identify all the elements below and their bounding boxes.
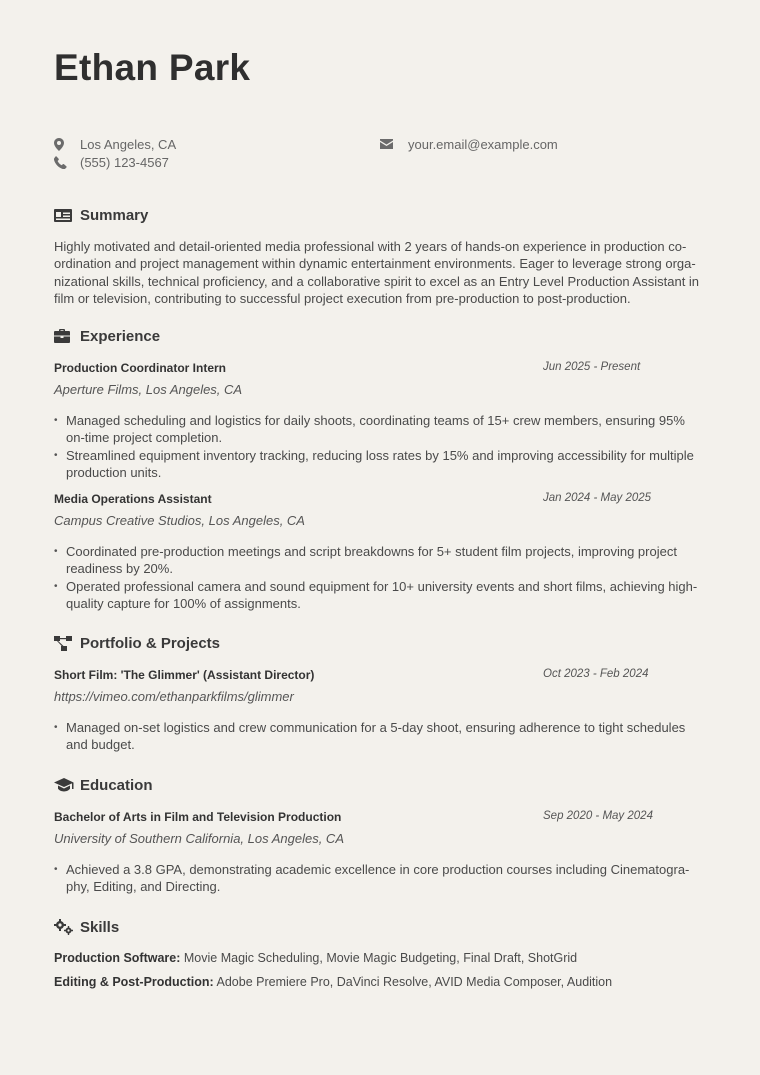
project-bullets bbox=[54, 719, 706, 754]
briefcase-icon bbox=[54, 329, 80, 343]
job-bullets bbox=[54, 543, 706, 612]
portfolio-heading bbox=[54, 633, 220, 653]
job-date: Jun 2025 - Present bbox=[543, 361, 641, 373]
list-item: • Streamlined equipment inventory tracking, reducing loss rates by 15% and improving accessibility for multiple production units. bbox=[54, 447, 706, 482]
list-item: • Managed on-set logistics and crew communication for a 5-day shoot, ensuring adherence to tight schedules and budget. bbox=[54, 719, 706, 754]
list-item: • Operated professional camera and sound equipment for 10+ university events and short films, achieving high-quality capture for 100% of assignments. bbox=[54, 578, 706, 613]
job-bullets bbox=[54, 412, 706, 481]
map-pin-icon bbox=[54, 138, 80, 151]
degree-date: Sep 2020 - May 2024 bbox=[543, 810, 653, 822]
list-item: • Achieved a 3.8 GPA, demonstrating academic excellence in core production courses including Cinematogra-phy, Editing, and Directing. bbox=[54, 861, 706, 896]
contact-phone bbox=[54, 153, 169, 171]
section-title: Experience bbox=[80, 327, 161, 345]
summary-heading bbox=[54, 205, 148, 225]
candidate-name: Ethan Park bbox=[54, 47, 251, 88]
degree-bullets bbox=[54, 861, 706, 896]
list-item: • Managed scheduling and logistics for daily shoots, coordinating teams of 15+ crew members, ensuring 95% on-time project completion. bbox=[54, 412, 706, 447]
section-title: Portfolio & Projects bbox=[80, 634, 221, 652]
education-heading bbox=[54, 775, 153, 795]
skill-label: Editing & Post-Production: bbox=[54, 975, 214, 989]
degree-school: University of Southern California, Los Angeles, CA bbox=[54, 831, 344, 846]
sitemap-icon bbox=[54, 636, 80, 651]
contact-location bbox=[54, 135, 176, 153]
skill-row-editing bbox=[54, 975, 612, 989]
job-company: Campus Creative Studios, Los Angeles, CA bbox=[54, 513, 305, 528]
job-date: Jan 2024 - May 2025 bbox=[543, 492, 652, 504]
section-title: Skills bbox=[80, 918, 120, 936]
skill-value: Movie Magic Scheduling, Movie Magic Budgeting, Final Draft, ShotGrid bbox=[183, 951, 578, 965]
section-title: Summary bbox=[80, 206, 149, 224]
envelope-icon bbox=[380, 139, 408, 149]
gears-icon bbox=[54, 919, 80, 935]
degree-title: Bachelor of Arts in Film and Television Production bbox=[54, 810, 342, 824]
job-title: Media Operations Assistant bbox=[54, 492, 212, 506]
job-title: Production Coordinator Intern bbox=[54, 361, 226, 375]
skill-label: Production Software: bbox=[54, 951, 181, 965]
project-title: Short Film: 'The Glimmer' (Assistant Director) bbox=[54, 668, 315, 682]
id-card-icon bbox=[54, 209, 80, 222]
phone-text: (555) 123-4567 bbox=[80, 154, 169, 170]
email-link[interactable]: your.email@example.com bbox=[408, 136, 558, 152]
list-item: • Coordinated pre-production meetings and script breakdowns for 5+ student film projects, improving project readiness by 20%. bbox=[54, 543, 706, 578]
location-text: Los Angeles, CA bbox=[80, 136, 177, 152]
experience-heading bbox=[54, 326, 160, 346]
section-title: Education bbox=[80, 776, 153, 794]
job-company: Aperture Films, Los Angeles, CA bbox=[54, 382, 243, 397]
project-link[interactable]: https://vimeo.com/ethanparkfilms/glimmer bbox=[54, 689, 294, 704]
skill-value: Adobe Premiere Pro, DaVinci Resolve, AVID Media Composer, Audition bbox=[216, 975, 613, 989]
contact-email bbox=[380, 135, 558, 153]
skill-row-software bbox=[54, 951, 577, 965]
phone-icon bbox=[54, 156, 80, 169]
project-date: Oct 2023 - Feb 2024 bbox=[543, 668, 649, 680]
summary-text: Highly motivated and detail-oriented media professional with 2 years of hands-on experience in production co-ordination and project management within dynamic entertainment environments. Eager to leverage strong orga-nizational skills, technical proficiency, and a collaborative spirit to excel as an Entry Level Production Assistant in film or television, contributing to successful project execution from pre-production to post-production. bbox=[54, 239, 700, 306]
skills-heading bbox=[54, 917, 119, 937]
graduation-cap-icon bbox=[54, 778, 80, 792]
